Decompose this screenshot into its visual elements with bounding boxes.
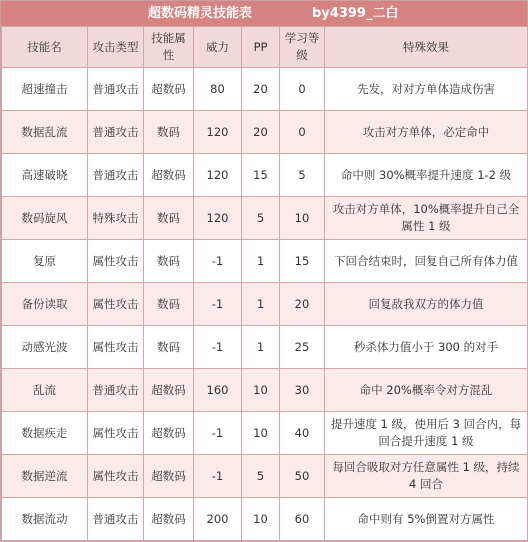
skill-table-body <box>2 68 528 541</box>
cell-learn-level: 15 <box>280 240 325 283</box>
cell-pp: 20 <box>242 68 280 111</box>
cell-special-effect: 攻击对方单体，必定命中 <box>325 111 528 154</box>
cell-special-effect: 每回合吸取对方任意属性 1 级，持续 4 回合 <box>325 455 528 498</box>
cell-skill-attribute: 数码 <box>144 240 194 283</box>
cell-skill-attribute: 数码 <box>144 326 194 369</box>
cell-power: 160 <box>194 369 242 412</box>
cell-attack-type: 普通攻击 <box>88 369 144 412</box>
cell-skill-attribute: 超数码 <box>144 498 194 541</box>
cell-pp: 1 <box>242 326 280 369</box>
skill-table <box>1 26 528 541</box>
cell-attack-type: 普通攻击 <box>88 498 144 541</box>
cell-attack-type: 属性攻击 <box>88 283 144 326</box>
cell-pp: 1 <box>242 283 280 326</box>
cell-skill-name: 备份读取 <box>2 283 88 326</box>
cell-learn-level: 10 <box>280 197 325 240</box>
cell-pp: 15 <box>242 154 280 197</box>
cell-attack-type: 普通攻击 <box>88 68 144 111</box>
cell-skill-name: 数码旋风 <box>2 197 88 240</box>
header-power: 威力 <box>194 27 242 68</box>
cell-skill-name: 超速撞击 <box>2 68 88 111</box>
cell-learn-level: 40 <box>280 412 325 455</box>
header-attack-type: 攻击类型 <box>88 27 144 68</box>
cell-skill-name: 数据流动 <box>2 498 88 541</box>
cell-skill-name: 乱流 <box>2 369 88 412</box>
table-title-bar <box>1 1 527 26</box>
cell-pp: 10 <box>242 412 280 455</box>
cell-power: -1 <box>194 326 242 369</box>
table-row <box>2 455 528 498</box>
cell-skill-name: 复原 <box>2 240 88 283</box>
table-row <box>2 68 528 111</box>
cell-attack-type: 普通攻击 <box>88 154 144 197</box>
table-title: 超数码精灵技能表 <box>148 6 253 21</box>
header-skill-attribute: 技能属性 <box>144 27 194 68</box>
cell-special-effect: 命中则 30%概率提升速度 1-2 级 <box>325 154 528 197</box>
cell-power: 200 <box>194 498 242 541</box>
cell-skill-name: 动感光波 <box>2 326 88 369</box>
cell-special-effect: 攻击对方单体，10%概率提升自己全属性 1 级 <box>325 197 528 240</box>
cell-learn-level: 0 <box>280 68 325 111</box>
cell-power: -1 <box>194 240 242 283</box>
table-row <box>2 498 528 541</box>
cell-pp: 5 <box>242 197 280 240</box>
cell-power: -1 <box>194 455 242 498</box>
cell-learn-level: 30 <box>280 369 325 412</box>
cell-skill-name: 数据逆流 <box>2 455 88 498</box>
table-row <box>2 197 528 240</box>
cell-power: 120 <box>194 154 242 197</box>
cell-learn-level: 5 <box>280 154 325 197</box>
cell-skill-name: 数据疾走 <box>2 412 88 455</box>
cell-skill-attribute: 超数码 <box>144 154 194 197</box>
cell-power: 120 <box>194 111 242 154</box>
table-row <box>2 240 528 283</box>
cell-special-effect: 命中则有 5%倒置对方属性 <box>325 498 528 541</box>
cell-learn-level: 0 <box>280 111 325 154</box>
header-learn-level: 学习等级 <box>280 27 325 68</box>
cell-learn-level: 60 <box>280 498 325 541</box>
cell-pp: 5 <box>242 455 280 498</box>
cell-skill-attribute: 超数码 <box>144 455 194 498</box>
cell-special-effect: 回复敌我双方的体力值 <box>325 283 528 326</box>
cell-power: -1 <box>194 283 242 326</box>
cell-skill-attribute: 数码 <box>144 283 194 326</box>
header-row <box>2 27 528 68</box>
cell-skill-name: 数据乱流 <box>2 111 88 154</box>
cell-skill-attribute: 数码 <box>144 197 194 240</box>
cell-attack-type: 属性攻击 <box>88 326 144 369</box>
cell-skill-name: 高速破晓 <box>2 154 88 197</box>
table-row <box>2 154 528 197</box>
cell-special-effect: 下回合结束时，回复自己所有体力值 <box>325 240 528 283</box>
cell-learn-level: 25 <box>280 326 325 369</box>
header-pp: PP <box>242 27 280 68</box>
cell-pp: 10 <box>242 498 280 541</box>
cell-attack-type: 属性攻击 <box>88 412 144 455</box>
cell-power: 120 <box>194 197 242 240</box>
table-row <box>2 111 528 154</box>
cell-pp: 20 <box>242 111 280 154</box>
cell-learn-level: 50 <box>280 455 325 498</box>
header-special-effect: 特殊效果 <box>325 27 528 68</box>
cell-attack-type: 特殊攻击 <box>88 197 144 240</box>
cell-attack-type: 属性攻击 <box>88 240 144 283</box>
cell-pp: 1 <box>242 240 280 283</box>
cell-power: -1 <box>194 412 242 455</box>
cell-special-effect: 命中 20%概率令对方混乱 <box>325 369 528 412</box>
table-row <box>2 283 528 326</box>
table-row <box>2 412 528 455</box>
cell-power: 80 <box>194 68 242 111</box>
table-row <box>2 326 528 369</box>
cell-skill-attribute: 超数码 <box>144 68 194 111</box>
cell-attack-type: 普通攻击 <box>88 111 144 154</box>
header-skill-name: 技能名 <box>2 27 88 68</box>
table-row <box>2 369 528 412</box>
cell-special-effect: 先发，对对方单体造成伤害 <box>325 68 528 111</box>
cell-special-effect: 提升速度 1 级，使用后 3 回合内，每回合提升速度 1 级 <box>325 412 528 455</box>
cell-attack-type: 属性攻击 <box>88 455 144 498</box>
cell-skill-attribute: 超数码 <box>144 369 194 412</box>
table-credit: by4399_二白 <box>312 6 399 21</box>
cell-pp: 10 <box>242 369 280 412</box>
cell-special-effect: 秒杀体力值小于 300 的对手 <box>325 326 528 369</box>
cell-skill-attribute: 数码 <box>144 111 194 154</box>
cell-learn-level: 20 <box>280 283 325 326</box>
cell-skill-attribute: 超数码 <box>144 412 194 455</box>
